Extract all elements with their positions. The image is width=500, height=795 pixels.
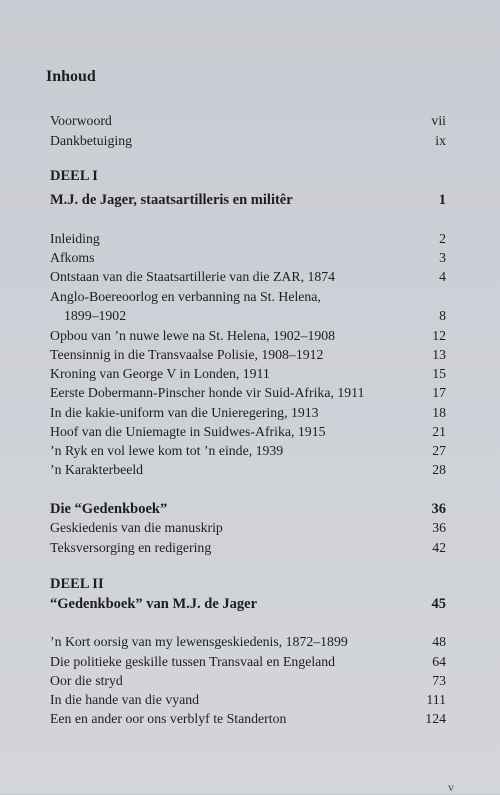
toc-entry-page: 18 [432,405,446,420]
toc-entry-label: Een en ander oor ons verblyf te Standerton [50,711,287,726]
toc-entry-page: 21 [432,424,446,439]
toc-entry-page: 28 [432,462,446,477]
toc-entry-page: ix [435,133,446,148]
toc-entry-page: 36 [432,520,446,535]
toc-entry-label: Geskiedenis van die manuskrip [50,520,223,535]
toc-entry-label: Voorwoord [50,113,112,128]
toc-entry-label: ’n Kort oorsig van my lewensgeskiedenis, 1872–1899 [50,634,348,649]
toc-entry-page: 12 [432,328,446,343]
toc-entry-label: Anglo-Boereoorlog en verbanning na St. Helena, [50,289,321,304]
toc-entry-page: 3 [439,250,446,265]
toc-entry-label: Die politieke geskille tussen Transvaal en Engeland [50,654,336,669]
toc-entry-label: Teksversorging en redigering [50,540,212,555]
toc-entry-label: Opbou van ’n nuwe lewe na St. Helena, 1902–1908 [50,328,336,343]
toc-entry-page: 2 [439,231,446,246]
part-heading-label: DEEL I [50,168,98,184]
toc-entry-label: Dankbetuiging [50,133,132,148]
toc-entry-page: 27 [432,443,446,458]
toc-entry-page: 17 [432,385,446,400]
toc-entry-label: Afkoms [50,250,95,265]
toc-entry-label: Hoof van die Uniemagte in Suidwes-Afrika, 1915 [50,424,326,439]
part-heading-label: DEEL II [50,576,104,592]
section-heading-label: M.J. de Jager, staatsartilleris en militêr [50,192,293,208]
toc-entry-page: 111 [426,692,446,707]
toc-entry-page: vii [431,113,446,128]
toc-entry-label: Ontstaan van die Staatsartillerie van die ZAR, 1874 [50,269,336,284]
toc-entry-page: 15 [432,366,446,381]
toc-entry-page: 48 [432,634,446,649]
toc-entry-label: Inleiding [50,231,100,246]
toc-entry-label: Kroning van George V in Londen, 1911 [50,366,270,381]
toc-entry-page: 64 [432,654,446,669]
toc-entry-page: 8 [439,308,446,323]
page-title: Inhoud [46,68,96,85]
toc-entry-label: Oor die stryd [50,673,123,688]
toc-entry-page: 42 [432,540,446,555]
toc-entry-page: 124 [425,711,446,726]
toc-entry-label: Teensinnig in die Transvaalse Polisie, 1908–1912 [50,347,324,362]
toc-entry-label: ’n Karakterbeeld [50,462,144,477]
section-heading-page: 36 [431,501,446,517]
section-heading-label: Die “Gedenkboek” [50,501,168,517]
toc-entry-page: 13 [432,347,446,362]
toc-entry-label: In die kakie-uniform van die Unieregering, 1913 [50,405,319,420]
toc-entry-label: 1899–1902 [64,308,127,323]
section-heading-page: 1 [438,192,446,208]
toc-entry-label: Eerste Dobermann-Pinscher honde vir Suid-Afrika, 1911 [50,385,365,400]
toc-entry-page: 73 [432,673,446,688]
toc-entry-label: ’n Ryk en vol lewe kom tot ’n einde, 1939 [50,443,284,458]
section-heading-label: “Gedenkboek” van M.J. de Jager [50,596,258,612]
section-heading-page: 45 [431,596,446,612]
page-number-mark: v [448,780,454,794]
toc-entry-label: In die hande van die vyand [50,692,200,707]
toc-entry-page: 4 [439,269,446,284]
